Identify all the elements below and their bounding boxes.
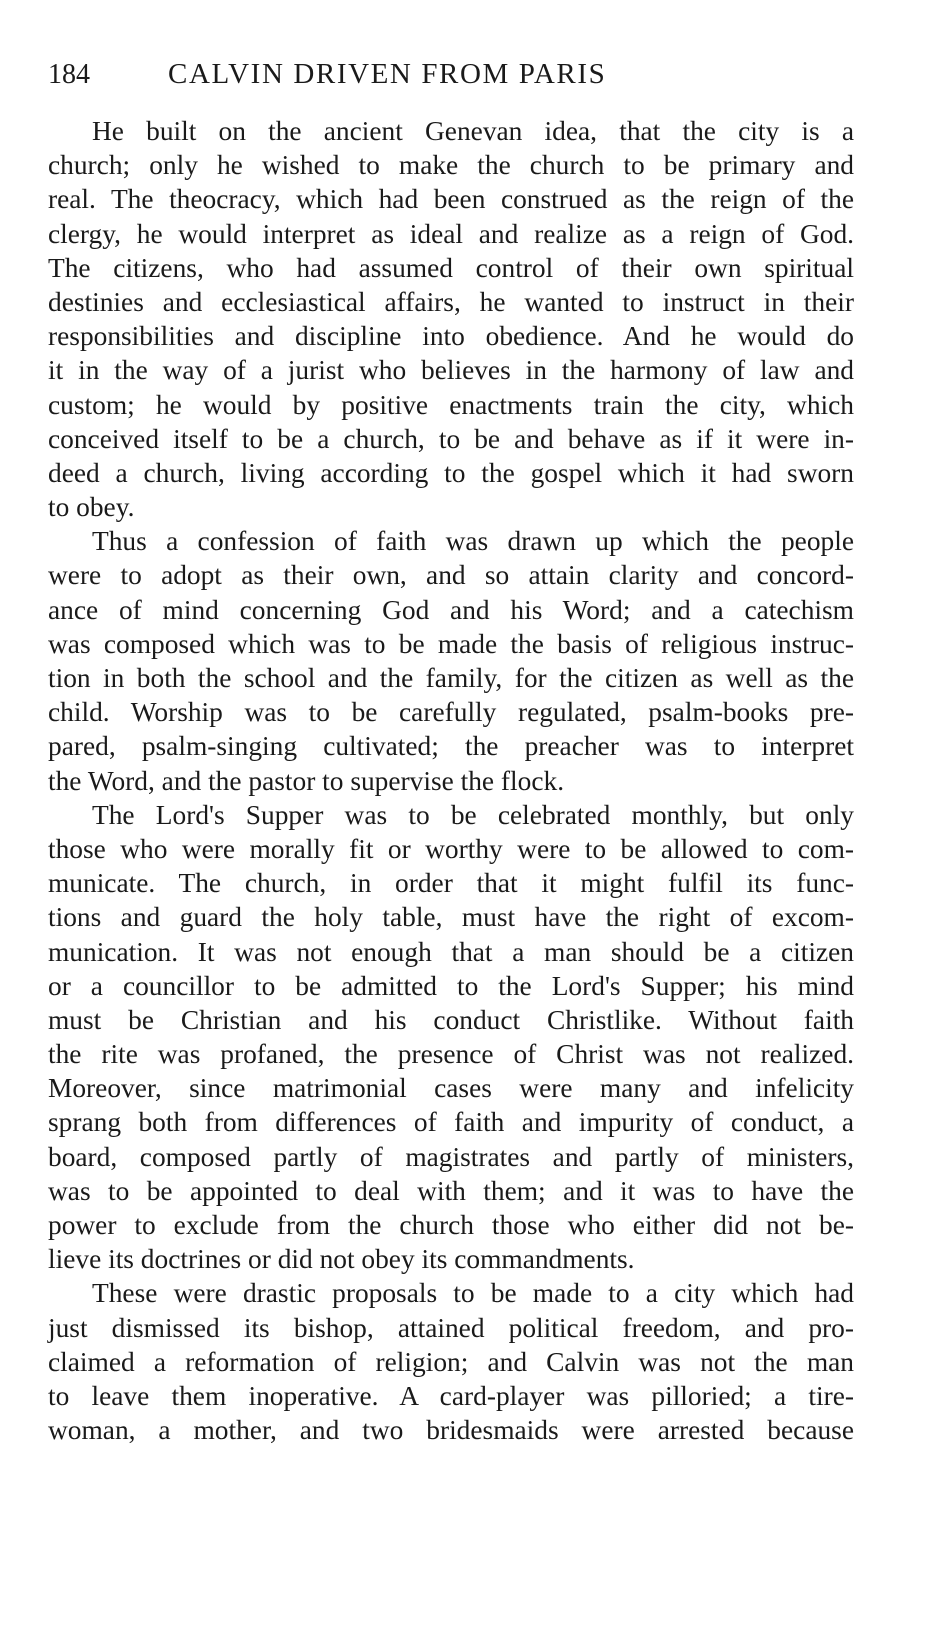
text-line: Thus a confession of faith was drawn up which the people	[92, 526, 854, 557]
text-line: municate. The church, in order that it might fulfil its func-	[48, 868, 854, 899]
text-line: the Word, and the pastor to supervise the flock.	[48, 765, 565, 796]
text-line: were to adopt as their own, and so attain clarity and concord-	[48, 560, 854, 591]
text-line: the rite was profaned, the presence of Christ was not realized.	[48, 1039, 854, 1070]
text-line: tion in both the school and the family, for the citizen as well as the	[48, 663, 854, 693]
text-line: was composed which was to be made the basis of religious instruc-	[48, 628, 854, 659]
text-line: munication. It was not enough that a man should be a citizen	[48, 936, 854, 967]
text-line: must be Christian and his conduct Christlike. Without faith	[48, 1004, 854, 1035]
text-line: church; only he wished to make the church to be primary and	[48, 150, 854, 181]
text-line: pared, psalm-singing cultivated; the preacher was to interpret	[48, 731, 854, 762]
paragraph-3	[48, 798, 854, 1277]
text-line: deed a church, living according to the gospel which it had sworn	[48, 457, 854, 488]
text-line: just dismissed its bishop, attained political freedom, and pro-	[48, 1312, 854, 1343]
text-line: responsibilities and discipline into obedience. And he would do	[48, 321, 854, 352]
text-line: He built on the ancient Genevan idea, that the city is a	[92, 116, 854, 146]
paragraph-2	[48, 524, 854, 798]
text-line: it in the way of a jurist who believes in the harmony of law and	[48, 355, 854, 386]
text-line: conceived itself to be a church, to be and behave as if it were in-	[48, 423, 854, 454]
running-title: CALVIN DRIVEN FROM PARIS	[168, 58, 607, 90]
text-line: board, composed partly of magistrates and partly of ministers,	[48, 1141, 854, 1172]
text-line: sprang both from differences of faith and impurity of conduct, a	[48, 1107, 854, 1138]
text-line: or a councillor to be admitted to the Lord's Supper; his mind	[48, 970, 854, 1001]
text-line: those who were morally fit or worthy were to be allowed to com-	[48, 833, 854, 864]
text-line: The Lord's Supper was to be celebrated monthly, but only	[92, 799, 854, 830]
text-line: woman, a mother, and two bridesmaids were arrested because	[48, 1415, 854, 1446]
text-line: These were drastic proposals to be made to a city which had	[92, 1278, 854, 1309]
text-line: power to exclude from the church those who either did not be-	[48, 1210, 854, 1240]
text-line: destinies and ecclesiastical affairs, he wanted to instruct in their	[48, 286, 854, 317]
text-line: lieve its doctrines or did not obey its commandments.	[48, 1244, 635, 1275]
text-line: to obey.	[48, 492, 135, 523]
book-page	[48, 58, 854, 1447]
text-line: clergy, he would interpret as ideal and realize as a reign of God.	[48, 218, 854, 249]
paragraph-4	[48, 1276, 854, 1447]
page-number: 184	[48, 59, 90, 90]
text-line: was to be appointed to deal with them; and it was to have the	[48, 1175, 854, 1206]
text-line: Moreover, since matrimonial cases were many and infelicity	[48, 1073, 854, 1104]
text-line: The citizens, who had assumed control of their own spiritual	[48, 252, 854, 283]
text-line: ance of mind concerning God and his Word; and a catechism	[48, 594, 854, 625]
text-line: tions and guard the holy table, must have the right of excom-	[48, 902, 854, 933]
paragraph-1	[48, 114, 854, 524]
text-line: claimed a reformation of religion; and Calvin was not the man	[48, 1346, 854, 1377]
text-line: child. Worship was to be carefully regulated, psalm-books pre-	[48, 697, 854, 728]
running-head	[48, 58, 854, 114]
text-line: custom; he would by positive enactments train the city, which	[48, 389, 854, 420]
text-line: real. The theocracy, which had been construed as the reign of the	[48, 184, 854, 215]
text-line: to leave them inoperative. A card-player was pilloried; a tire-	[48, 1380, 854, 1411]
